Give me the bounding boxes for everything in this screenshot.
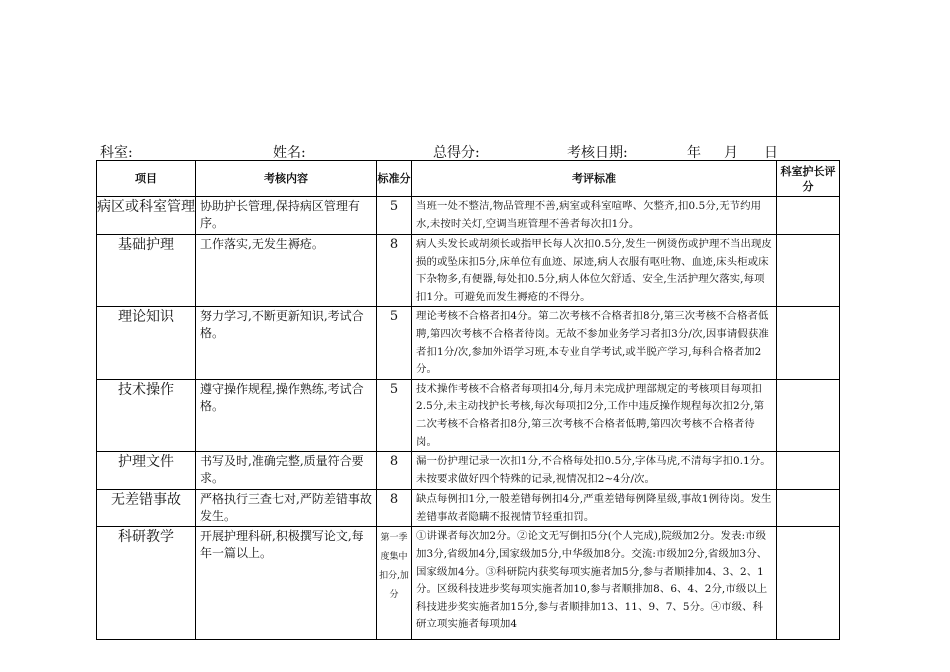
col-header-head-nurse-rating: 科室护长评分	[777, 161, 840, 197]
criteria-cell: 病人头发长或胡须长或指甲长每人次扣0.5分,发生一例烫伤或护理不当出现皮损的或坠床扣5分,床单位有血迹、尿迹,病人衣服有呕吐物、血迹,床头柜或床下杂物多,有便器,每处扣0.5分,病人体位欠舒适、安全,生活护理欠落实,每项扣1分。可避免而发生褥疮的不得分。	[412, 235, 777, 307]
score-cell: 第一季度集中扣分,加分	[379, 533, 409, 601]
content-cell: 工作落实,无发生褥疮。	[196, 235, 377, 307]
table-row	[97, 307, 840, 379]
dept-label: 科室:	[100, 145, 133, 161]
item-cell: 基础护理	[97, 235, 196, 307]
criteria-cell: 漏一份护理记录一次扣1分,不合格每处扣0.5分,字体马虎,不清每字扣0.1分。未按要求做好四个特殊的记录,视情况扣2~4分/次。	[412, 452, 777, 490]
table-row	[97, 197, 840, 235]
day-label: 日	[764, 145, 778, 161]
criteria-cell: 理论考核不合格者扣4分。第二次考核不合格者扣8分,第三次考核不合格者低聘,第四次考核不合格者待岗。无故不参加业务学习者扣3分/次,因事请假获准者扣1分/次,参加外语学习班,本专业自学考试,或半脱产学习,每科合格者加2分。	[412, 307, 777, 379]
content-cell: 协助护长管理,保持病区管理有序。	[196, 197, 377, 235]
rating-cell[interactable]	[777, 379, 840, 451]
col-header-content: 考核内容	[196, 161, 377, 197]
table-row	[97, 527, 840, 640]
table-row	[97, 452, 840, 490]
criteria-cell: 缺点每例扣1分,一般差错每例扣4分,严重差错每例降星级,事故1例待岗。发生差错事故者隐瞒不报视情节轻重扣罚。	[412, 490, 777, 527]
criteria-cell: 技术操作考核不合格者每项扣4分,每月未完成护理部规定的考核项目每项扣2.5分,未主动找护长考核,每次每项扣2分,工作中违反操作规程每次扣2分,第二次考核不合格者扣8分,第三次考核不合格者低聘,第四次考核不合格者待岗。	[412, 379, 777, 451]
content-cell: 遵守操作规程,操作熟练,考试合格。	[196, 379, 377, 451]
table-header-row	[97, 161, 840, 197]
content-cell: 严格执行三查七对,严防差错事故发生。	[196, 490, 377, 527]
table-row	[97, 490, 840, 527]
criteria-cell: ①讲课者每次加2分。②论文无写倒扣5分(个人完成),院级加2分。发表:市级加3分,省级加4分,国家级加5分,中华级加8分。交流:市级加2分,省级加3分、国家级加4分。③科研院内获奖每项实施者加5分,参与者顺排加4、3、2、1分。区级科技进步奖每项实施者加10,参与者顺排加8、6、4、2分,市级以上科技进步奖实施者加15分,参与者顺排加13、11、9、7、5分。④市级、科研立项实施者每项加4	[416, 530, 768, 631]
item-cell: 科研教学	[97, 527, 196, 640]
item-cell: 无差错事故	[97, 490, 196, 527]
score-cell: 8	[377, 452, 412, 490]
exam-date-label: 考核日期:	[567, 145, 628, 161]
item-cell: 理论知识	[97, 307, 196, 379]
score-cell: 5	[377, 197, 412, 235]
item-cell: 技术操作	[97, 379, 196, 451]
score-cell: 8	[377, 490, 412, 527]
rating-cell[interactable]	[777, 452, 840, 490]
rating-cell[interactable]	[777, 490, 840, 527]
rating-cell[interactable]	[777, 235, 840, 307]
rating-cell[interactable]	[777, 197, 840, 235]
score-cell: 8	[377, 235, 412, 307]
table-row	[97, 379, 840, 451]
criteria-cell: 当班一处不整洁,物品管理不善,病室或科室喧哗、欠整齐,扣0.5分,无节约用水,未按时关灯,空调当班管理不善者每次扣1分。	[412, 197, 777, 235]
table-row	[97, 235, 840, 307]
score-cell: 5	[377, 379, 412, 451]
score-cell: 5	[377, 307, 412, 379]
col-header-standard-score: 标准分	[377, 161, 412, 197]
item-cell: 病区或科室管理	[97, 197, 196, 235]
content-cell: 书写及时,准确完整,质量符合要求。	[196, 452, 377, 490]
item-cell: 护理文件	[97, 452, 196, 490]
col-header-criteria: 考评标准	[412, 161, 777, 197]
year-label: 年	[687, 145, 701, 161]
col-header-item: 项目	[97, 161, 196, 197]
content-cell: 努力学习,不断更新知识,考试合格。	[196, 307, 377, 379]
content-cell: 开展护理科研,积极撰写论文,每年一篇以上。	[196, 527, 377, 640]
form-header	[97, 142, 787, 162]
rating-cell[interactable]	[777, 527, 840, 640]
evaluation-table	[96, 160, 840, 640]
name-label: 姓名:	[273, 145, 306, 161]
month-label: 月	[724, 145, 738, 161]
total-score-label: 总得分:	[433, 145, 480, 161]
rating-cell[interactable]	[777, 307, 840, 379]
